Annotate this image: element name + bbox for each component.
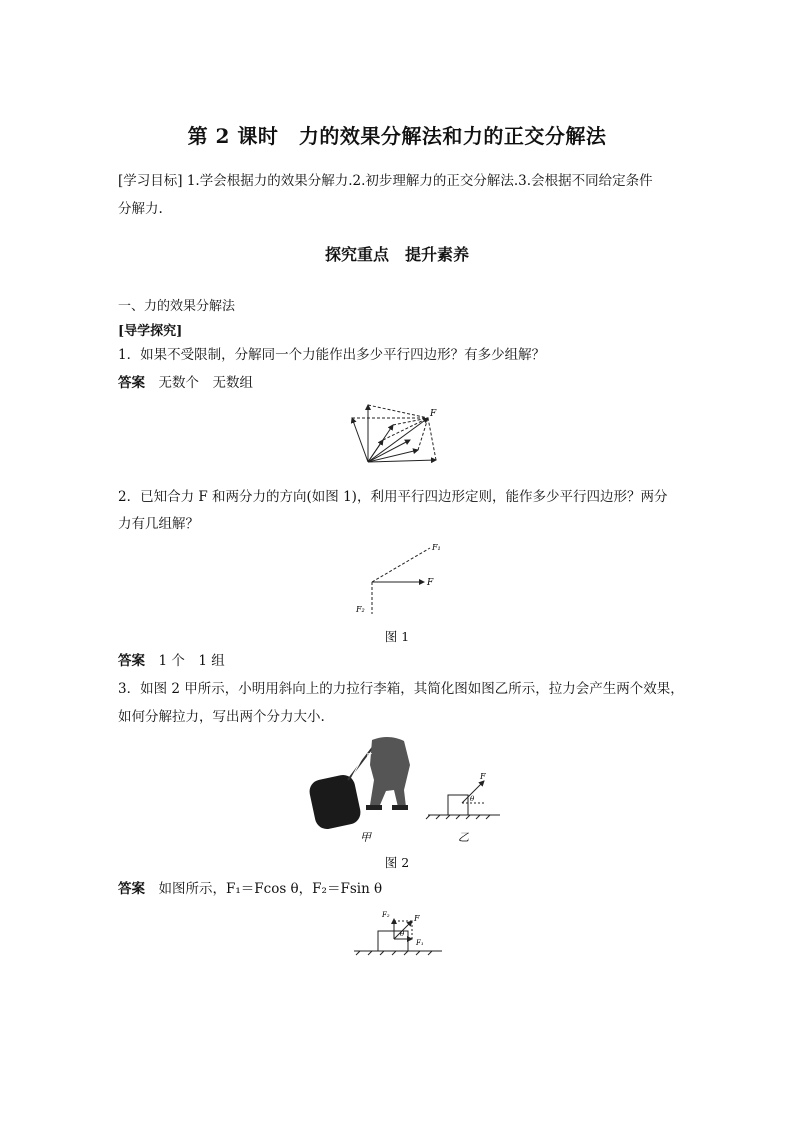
photo-label-F: F	[366, 752, 372, 761]
ans-label-F2: F₂	[382, 911, 390, 919]
objectives-line2: 分解力.	[118, 201, 163, 217]
fig1-label-F: F	[430, 409, 437, 419]
objectives-text-1: 1.学会根据力的效果分解力.2.初步理解力的正交分解法.3.会根据不同给定条件	[186, 173, 653, 189]
diagram-label-F: F	[480, 772, 486, 781]
figure-1-caption: 图 1	[384, 629, 410, 644]
q3-line1: 3．如图 2 甲所示，小明用斜向上的力拉行李箱，其简化图如图乙所示，拉力会产生两个效果，	[118, 681, 684, 697]
q2-line1: 2．已知合力 F 和两分力的方向(如图 1)，利用平行四边形定则，能作多少平行四边形？两分	[118, 489, 668, 505]
q1-text: 1．如果不受限制，分解同一个力能作出多少平行四边形？有多少组解？	[118, 347, 546, 363]
answer-text: 如图所示，F₁＝Fcos θ，F₂＝Fsin θ	[158, 881, 383, 897]
photo-label-theta: θ	[358, 769, 363, 777]
answer-figure	[350, 905, 445, 957]
objectives-label: [学习目标]	[118, 173, 183, 189]
objectives-line1	[118, 168, 653, 195]
label-jia: 甲	[360, 831, 371, 844]
figure-1	[352, 540, 447, 616]
answer-text: 无数个 无数组	[158, 375, 253, 391]
guide-label: [导学探究]	[118, 324, 183, 339]
subsection-heading: 一、力的效果分解法	[118, 299, 236, 314]
q3-line2: 如何分解拉力，写出两个分力大小.	[118, 709, 325, 725]
ans-label-theta: θ	[400, 930, 405, 938]
simplified-diagram	[426, 781, 500, 819]
ans-label-F1: F₁	[416, 939, 424, 947]
page-title: 第 2 课时 力的效果分解法和力的正交分解法	[187, 124, 607, 148]
q1-answer	[118, 370, 253, 397]
answer-label: 答案	[118, 375, 145, 391]
answer-label: 答案	[118, 653, 145, 669]
parallelograms-figure	[348, 400, 448, 470]
fig1-label-F1: F₁	[432, 543, 441, 552]
fig1-label-F: F	[427, 578, 434, 588]
fig1-label-F2: F₂	[356, 605, 365, 614]
label-yi: 乙	[458, 831, 469, 844]
luggage-photo	[307, 737, 410, 831]
answer-text: 1 个 1 组	[158, 653, 225, 669]
q2-line2: 力有几组解？	[118, 516, 199, 532]
answer-label: 答案	[118, 881, 145, 897]
figure-2-caption: 图 2	[384, 855, 410, 870]
diagram-label-theta: θ	[470, 795, 475, 803]
q3-answer	[118, 876, 382, 903]
figure-2	[300, 735, 500, 845]
section-heading: 探究重点 提升素养	[324, 245, 469, 264]
q2-answer	[118, 648, 225, 675]
ans-label-F: F	[414, 914, 420, 923]
